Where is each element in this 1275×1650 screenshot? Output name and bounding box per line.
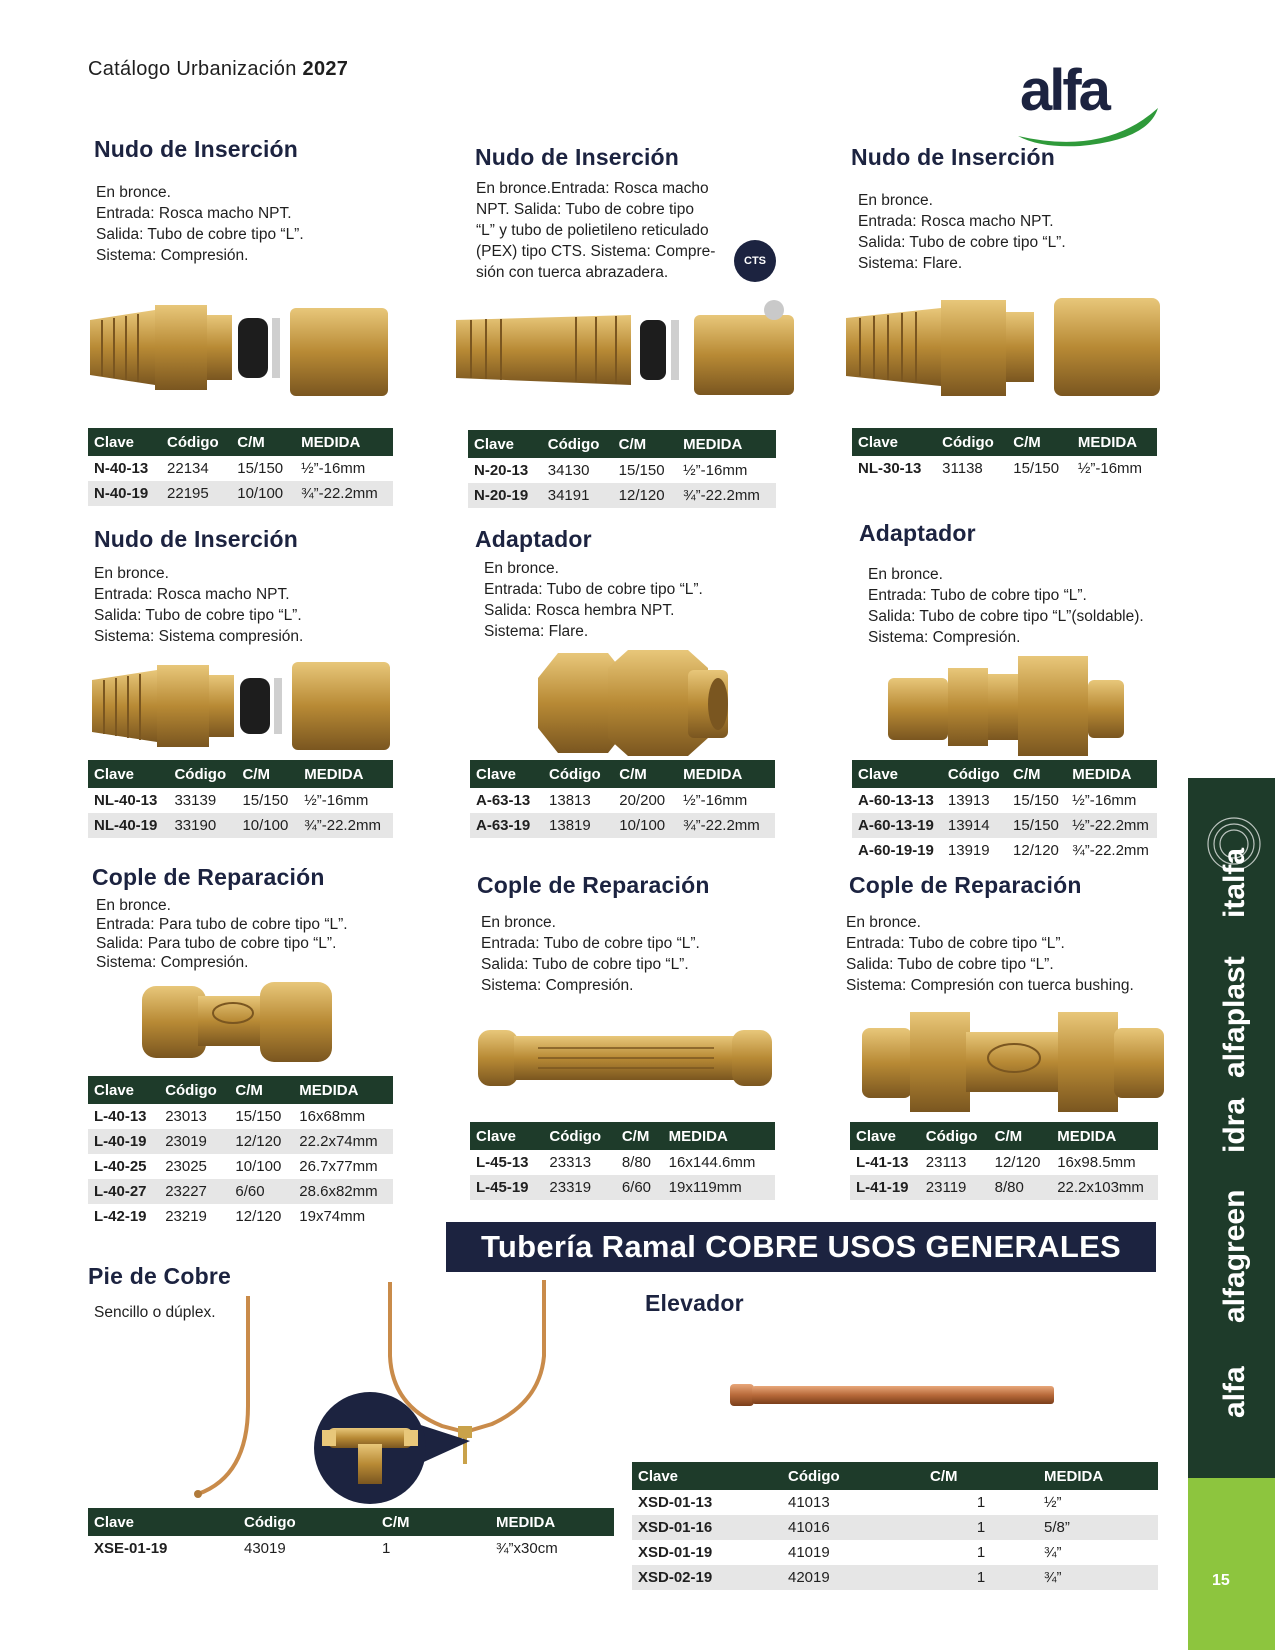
table-row: A-63-19 13819 10/100 ¾”-22.2mm (470, 813, 775, 838)
section-title-nudo-4: Nudo de Inserción (94, 526, 299, 552)
catalog-title (88, 58, 348, 81)
spec-table-cople-2: Clave Código C/M MEDIDA L-45-13 23313 8/80 16x144.6mm L-45-19 23319 6/60 19x119mm (470, 1122, 775, 1200)
product-image-cople-bushing (862, 1010, 1164, 1114)
table-row: A-63-13 13813 20/200 ½”-16mm (476, 792, 748, 809)
table-row: XSD-01-16 41016 1 5/8” (632, 1515, 1158, 1540)
spec-table-cople-1: Clave Código C/M MEDIDA L-40-13 23013 15/150 16x68mm L-40-19 23019 12/120 22.2x74mm L-40-25 23025 10/100 26.7x77mm L-40-27 23227 6/60 28.6x82mm L-42-19 23219 12/120 19x74mm (88, 1076, 393, 1229)
spec-table-nudo-3: Clave Código C/M MEDIDA NL-30-13 31138 15/150 ½”-16mm (852, 428, 1157, 481)
section-banner: Tubería Ramal COBRE USOS GENERALES (446, 1222, 1156, 1272)
catalog-label: Catálogo Urbanización (88, 58, 297, 80)
brand-list-vertical (1188, 778, 1275, 1468)
table-row: A-60-13-19 13914 15/150 ½”-22.2mm (852, 813, 1157, 838)
section-desc-adaptador-1: En bronce. Entrada: Tubo de cobre tipo “L”. Salida: Rosca hembra NPT. Sistema: Flare. (484, 560, 703, 640)
section-title-adaptador-2: Adaptador (859, 520, 976, 546)
table-row: XSD-01-13 41013 1 ½” (638, 1494, 1062, 1511)
table-row: N-40-19 22195 10/100 ¾”-22.2mm (88, 481, 393, 506)
section-title-nudo-3: Nudo de Inserción (851, 144, 1056, 170)
table-row: N-20-19 34191 12/120 ¾”-22.2mm (468, 483, 776, 508)
section-title-cople-3: Cople de Reparación (849, 872, 1082, 898)
catalog-year: 2027 (302, 58, 349, 80)
brand-alfaplast: alfaplast (1218, 956, 1251, 1078)
section-title-nudo-2: Nudo de Inserción (475, 144, 680, 170)
table-row: NL-40-13 33139 15/150 ½”-16mm (94, 792, 369, 809)
table-row: L-41-13 23113 12/120 16x98.5mm (856, 1154, 1136, 1171)
table-row: A-60-19-19 13919 12/120 ¾”-22.2mm (858, 842, 1149, 859)
table-row: L-45-19 23319 6/60 19x119mm (470, 1175, 775, 1200)
table-row: L-40-27 23227 6/60 28.6x82mm (88, 1179, 393, 1204)
section-desc-nudo-2: En bronce.Entrada: Rosca macho NPT. Salida: Tubo de cobre tipo “L” y tubo de polietileno reticulado (PEX) tipo CTS. Sistema: Compre- sión con tuerca abrazadera. (476, 180, 716, 281)
product-image-adaptador-flare (538, 648, 730, 760)
product-image-elevador (730, 1380, 1056, 1410)
table-row: NL-40-19 33190 10/100 ¾”-22.2mm (88, 813, 393, 838)
spec-table-elevador: Clave Código C/M MEDIDA XSD-01-13 41013 1 ½” XSD-01-16 41016 1 5/8” XSD-01-19 41019 1 ¾” XSD-02-19 42019 1 ¾” (632, 1462, 1158, 1590)
section-title-elevador: Elevador (645, 1290, 744, 1316)
table-row: L-40-19 23019 12/120 22.2x74mm (88, 1129, 393, 1154)
cts-badge: CTS (734, 240, 776, 282)
product-image-pie-de-cobre (180, 1276, 610, 1508)
section-desc-nudo-4: En bronce. Entrada: Rosca macho NPT. Salida: Tubo de cobre tipo “L”. Sistema: Sistema compresión. (94, 565, 304, 645)
section-desc-nudo-1: En bronce. Entrada: Rosca macho NPT. Salida: Tubo de cobre tipo “L”. Sistema: Compresión. (96, 184, 304, 264)
section-desc-adaptador-2: En bronce. Entrada: Tubo de cobre tipo “L”. Salida: Tubo de cobre tipo “L”(soldable). Sistema: Compresión. (868, 566, 1144, 646)
product-image-nudo-compresion (90, 300, 395, 400)
page-number: 15 (1212, 1572, 1230, 1589)
spec-table-nudo-2: Clave Código C/M MEDIDA N-20-13 34130 15/150 ½”-16mm N-20-19 34191 12/120 ¾”-22.2mm (468, 430, 776, 508)
spec-table-adaptador-1: Clave Código C/M MEDIDA A-63-13 13813 20/200 ½”-16mm A-63-19 13819 10/100 ¾”-22.2mm (470, 760, 775, 838)
table-row: L-40-25 23025 10/100 26.7x77mm (94, 1158, 378, 1175)
product-image-nudo-flare (846, 296, 1166, 400)
spec-table-nudo-4: Clave Código C/M MEDIDA NL-40-13 33139 15/150 ½”-16mm NL-40-19 33190 10/100 ¾”-22.2mm (88, 760, 393, 838)
table-row: N-20-13 34130 15/150 ½”-16mm (474, 462, 748, 479)
section-desc-cople-1: En bronce. Entrada: Para tubo de cobre tipo “L”. Salida: Para tubo de cobre tipo “L”. Sistema: Compresión. (96, 897, 348, 971)
section-title-pie-de-cobre: Pie de Cobre (88, 1263, 231, 1289)
spec-table-adaptador-2: Clave Código C/M MEDIDA A-60-13-13 13913 15/150 ½”-16mm A-60-13-19 13914 15/150 ½”-22.2mm A-60-19-19 13919 12/120 ¾”-22.2mm (852, 760, 1157, 863)
section-title-cople-2: Cople de Reparación (477, 872, 710, 898)
brand-alfagreen: alfagreen (1218, 1189, 1251, 1323)
spec-table-nudo-1: Clave Código C/M MEDIDA N-40-13 22134 15/150 ½”-16mm N-40-19 22195 10/100 ¾”-22.2mm (88, 428, 393, 506)
product-image-cople-compresion (142, 976, 334, 1068)
spec-table-pie-de-cobre: Clave Código C/M MEDIDA XSE-01-19 43019 1 ¾”x30cm (88, 1508, 614, 1561)
table-row: XSD-02-19 42019 1 ¾” (632, 1565, 1158, 1590)
section-desc-cople-2: En bronce. Entrada: Tubo de cobre tipo “L”. Salida: Tubo de cobre tipo “L”. Sistema: Compresión. (481, 914, 700, 994)
table-row: XSE-01-19 43019 1 ¾”x30cm (94, 1540, 558, 1557)
product-image-nudo-nl (92, 660, 397, 756)
table-row: L-41-19 23119 8/80 22.2x103mm (850, 1175, 1158, 1200)
brand-alfa: alfa (1218, 1366, 1251, 1418)
brand-idra: idra (1218, 1097, 1251, 1153)
section-title-adaptador-1: Adaptador (475, 526, 592, 552)
section-desc-cople-3: En bronce. Entrada: Tubo de cobre tipo “L”. Salida: Tubo de cobre tipo “L”. Sistema: Compresión con tuerca bushing. (846, 914, 1134, 994)
brand-italfa: italfa (1218, 847, 1251, 918)
table-row: A-60-13-13 13913 15/150 ½”-16mm (858, 792, 1137, 809)
alfa-logo-text: alfa (1020, 58, 1108, 123)
section-desc-nudo-3: En bronce. Entrada: Rosca macho NPT. Salida: Tubo de cobre tipo “L”. Sistema: Flare. (858, 192, 1066, 272)
alfa-logo (1010, 58, 1165, 148)
table-row: N-40-13 22134 15/150 ½”-16mm (94, 460, 366, 477)
table-row: L-40-13 23013 15/150 16x68mm (94, 1108, 366, 1125)
product-image-nudo-cts (456, 300, 796, 400)
product-image-adaptador-compresion (888, 654, 1128, 758)
section-desc-pie-de-cobre: Sencillo o dúplex. (94, 1304, 216, 1321)
section-title-nudo-1: Nudo de Inserción (94, 136, 299, 162)
spec-table-cople-3: Clave Código C/M MEDIDA L-41-13 23113 12/120 16x98.5mm L-41-19 23119 8/80 22.2x103mm (850, 1122, 1158, 1200)
section-title-cople-1: Cople de Reparación (92, 864, 325, 890)
table-row: L-42-19 23219 12/120 19x74mm (94, 1208, 366, 1225)
table-row: XSD-01-19 41019 1 ¾” (638, 1544, 1062, 1561)
table-row: L-45-13 23313 8/80 16x144.6mm (476, 1154, 756, 1171)
product-image-cople-largo (478, 1024, 772, 1092)
table-row: NL-30-13 31138 15/150 ½”-16mm (858, 460, 1143, 477)
sidebar-green-block (1188, 1478, 1275, 1650)
